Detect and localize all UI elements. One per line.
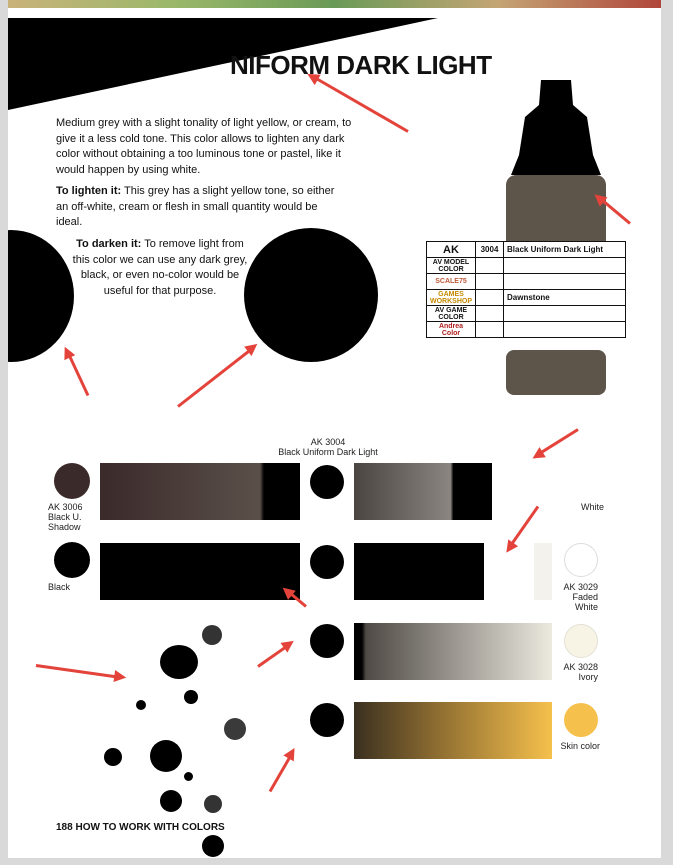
lighten-text: This grey has a slight yellow tone, so either an off-white, cream or flesh in small quantity would be ideal.	[56, 185, 335, 228]
swatch-ivory	[564, 624, 598, 658]
paint-splatter	[150, 740, 182, 772]
paint-splatter	[104, 748, 122, 766]
paint-splatter	[202, 835, 224, 857]
gradient-bar-white-top	[354, 463, 492, 520]
table-header-row	[427, 242, 626, 258]
page-number: 188	[56, 822, 73, 833]
mix-dot	[310, 465, 344, 499]
gradient-bar-ivory	[354, 623, 552, 680]
table-cell	[504, 274, 626, 290]
equivalence-table	[426, 241, 626, 338]
dark-sample-circle-right	[244, 228, 378, 362]
annotation-arrow	[36, 664, 121, 679]
paint-splatter	[136, 700, 146, 710]
description-text: Medium grey with a slight tonality of light yellow, or cream, to give it a less cold tone. This color allows to lighten any dark color without obtaining a too luminous tone or pastel, like it would happen by using white.	[56, 117, 352, 176]
swatch-label: AK 3006 Black U. Shadow	[48, 502, 83, 532]
mix-dot	[310, 545, 344, 579]
table-cell	[476, 274, 504, 290]
swatch-label: Black	[48, 582, 71, 592]
mix-dot	[310, 703, 344, 737]
brand-logo: GAMES WORKSHOP	[427, 290, 476, 306]
darken-text: To remove light from this color we can use any dark grey, black, or even no-color would be useful for that purpose.	[72, 238, 248, 297]
table-cell	[476, 322, 504, 338]
swatch-label: AK 3028 Ivory	[563, 662, 598, 682]
swatch-ak3006	[54, 463, 90, 499]
dark-sample-circle-left	[8, 230, 74, 362]
swatch-skin	[564, 703, 598, 737]
brand-logo: Andrea Color	[427, 322, 476, 338]
swatch-white	[564, 543, 598, 577]
table-cell	[504, 322, 626, 338]
annotation-arrow	[257, 643, 290, 667]
brand-logo: AV GAME COLOR	[427, 306, 476, 322]
swatch-black	[54, 542, 90, 578]
table-name: Black Uniform Dark Light	[504, 242, 626, 258]
gradient-bar-black-2	[354, 543, 484, 600]
darken-label: To darken it:	[76, 238, 142, 250]
brand-logo: AV MODEL COLOR	[427, 258, 476, 274]
gradient-bar-black	[100, 543, 300, 600]
mix-center-label: AK 3004 Black Uniform Dark Light	[278, 437, 378, 457]
table-cell	[504, 258, 626, 274]
table-cell	[476, 258, 504, 274]
ak-logo: AK	[427, 242, 476, 258]
table-cell	[476, 306, 504, 322]
annotation-arrow	[508, 506, 539, 549]
darken-paragraph	[70, 237, 250, 299]
brand-logo: SCALE75	[427, 274, 476, 290]
paint-splatter	[224, 718, 246, 740]
swatch-label: Skin color	[560, 741, 600, 751]
top-color-strip	[8, 0, 661, 8]
gradient-bar-faded	[534, 543, 552, 600]
table-row	[427, 258, 626, 274]
paint-splatter	[204, 795, 222, 813]
swatch-label: White	[580, 502, 604, 512]
paint-splatter	[160, 645, 198, 679]
table-cell	[476, 290, 504, 306]
paint-splatter	[160, 790, 182, 812]
gradient-bar-skin	[354, 702, 552, 759]
swatch-label: AK 3029 Faded White	[563, 582, 598, 612]
table-code: 3004	[476, 242, 504, 258]
paint-splatter	[184, 690, 198, 704]
annotation-arrow	[66, 351, 89, 396]
mix-dot	[310, 624, 344, 658]
footer-section: HOW TO WORK WITH COLORS	[75, 822, 225, 833]
paint-splatter	[202, 625, 222, 645]
table-cell: Dawnstone	[504, 290, 626, 306]
table-row	[427, 290, 626, 306]
page-title: NIFORM DARK LIGHT	[230, 50, 492, 80]
table-row	[427, 274, 626, 290]
paint-splatter	[184, 772, 193, 781]
book-page	[8, 0, 661, 858]
annotation-arrow	[269, 753, 294, 793]
lighten-label: To lighten it:	[56, 185, 122, 197]
table-cell	[504, 306, 626, 322]
page-footer	[56, 822, 225, 833]
table-row	[427, 306, 626, 322]
annotation-arrow	[177, 347, 254, 408]
paint-bottle-image	[501, 75, 613, 395]
table-row	[427, 322, 626, 338]
gradient-bar-shadow	[100, 463, 300, 520]
annotation-arrow	[536, 428, 578, 456]
lighten-paragraph	[56, 184, 346, 231]
